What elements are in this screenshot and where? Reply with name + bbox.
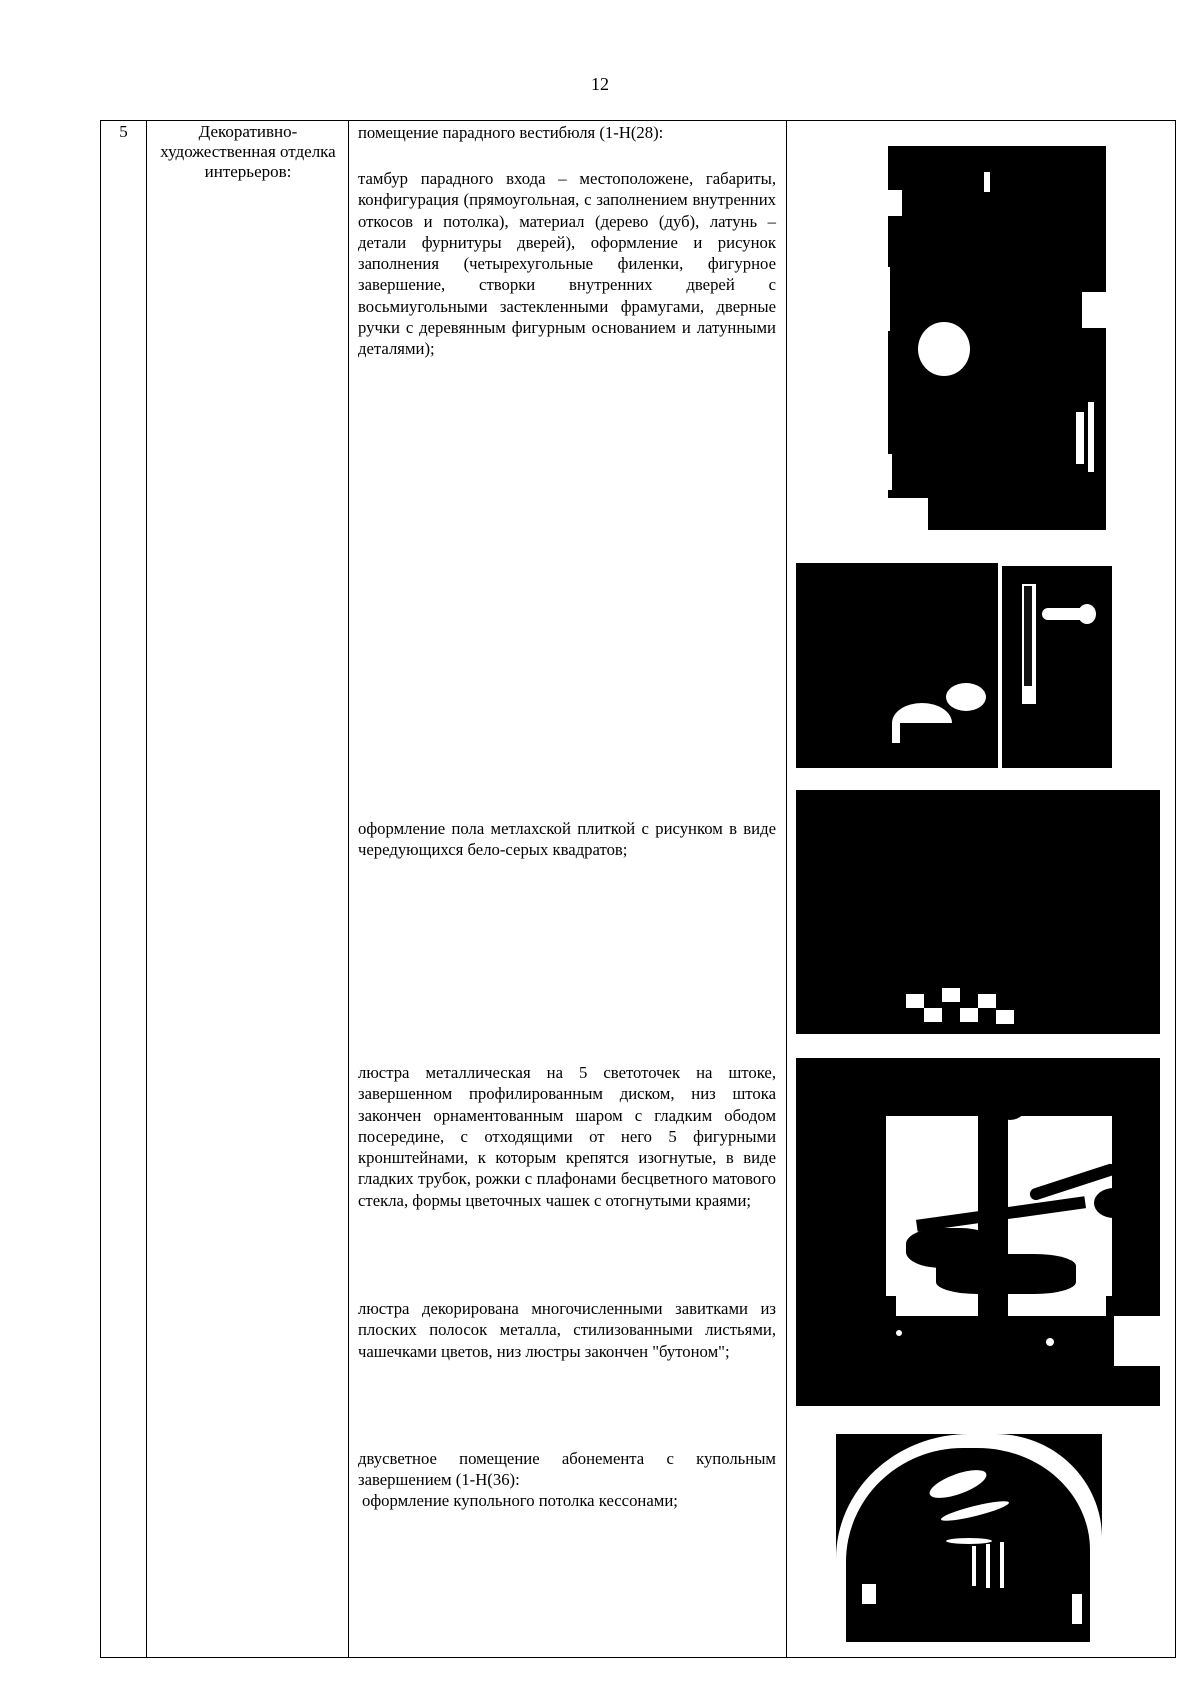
item-chandelier-decor: люстра декорирована многочисленными завитками из плоских полосок металла, стилизованными листьями, чашечками цветов, низ люстры закончен "бутоном"; — [358, 1299, 776, 1361]
monument-elements-table — [100, 120, 1176, 1658]
column-divider — [786, 120, 787, 1658]
item-chandelier: люстра металлическая на 5 светоточек на штоке, завершенном профилированным диском, низ штока закончен орнаментованным шаром с гладким ободом посередине, с отходящими от него 5 фигурными кронштейнами, к которым крепятся изогнутые, в виде гладких трубок, рожки с плафонами бесцветного матового стекла, формы цветочных чашек с отогнутыми краями; — [358, 1063, 776, 1210]
item-dome-ceiling: оформление купольного потолка кессонами; — [362, 1491, 678, 1510]
page-number: 12 — [591, 74, 609, 94]
item-floor-tiles: оформление пола метлахской плиткой с рисунком в виде чередующихся бело-серых квадратов; — [358, 819, 776, 860]
row-number: 5 — [119, 122, 128, 141]
row-category: Декоративно-художественная отделка интерьеров: — [160, 122, 336, 181]
photo-dome-ceiling — [836, 1434, 1102, 1642]
column-divider — [348, 120, 349, 1658]
item-vestibule-tambour: тамбур парадного входа – местоположене, габариты, конфигурация (прямоугольная, с заполнением внутренних откосов и потолка), материал (дерево (дуб), латунь – детали фурнитуры дверей), оформление и рисунок заполнения (четырехугольные филенки, фигурное завершение, створки внутренних дверей с восьмиугольными застекленными фрамугами, дверные ручки с деревянным фигурным основанием и латунными деталями); — [358, 169, 776, 359]
photo-floor-tiles — [796, 790, 1160, 1034]
photo-door-handle — [1002, 566, 1112, 768]
photo-chandelier — [796, 1058, 1160, 1406]
item-vestibule-heading: помещение парадного вестибюля (1-Н(28): — [358, 123, 664, 142]
photo-door-detail — [796, 563, 998, 768]
item-subscription-hall: двусветное помещение абонемента с купольным завершением (1-Н(36): — [358, 1449, 776, 1490]
column-divider — [146, 120, 147, 1658]
photo-tambour-doors — [858, 142, 1106, 530]
